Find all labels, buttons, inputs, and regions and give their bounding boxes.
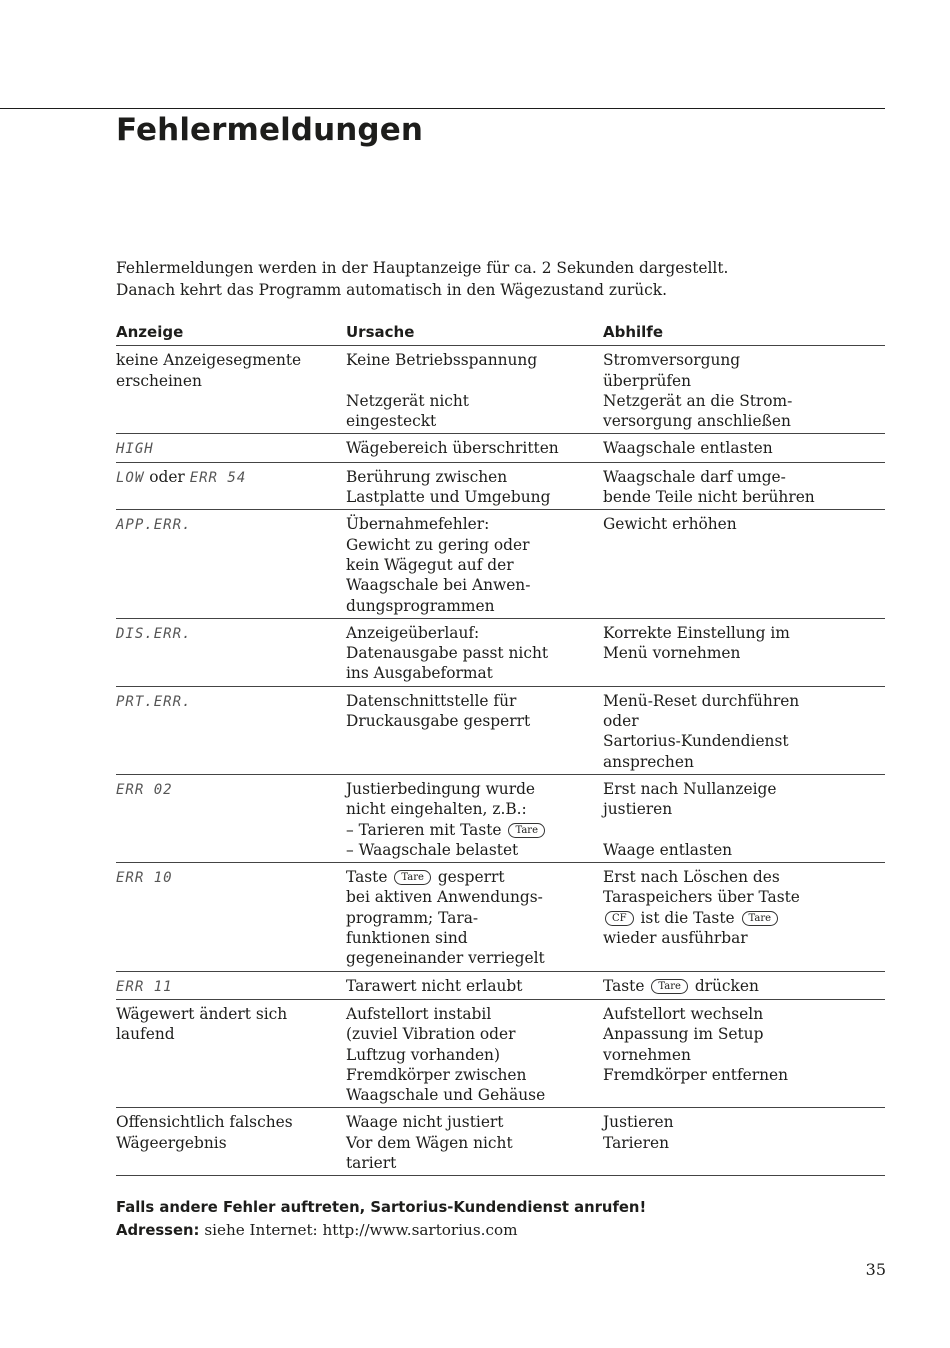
cell-line: Wägeergebnis [116, 1133, 227, 1152]
table-row [116, 686, 885, 774]
cell-line: Aufstellort wechseln [603, 1004, 764, 1023]
abhilfe-cell [603, 1108, 885, 1176]
cell-line: keine Anzeigesegmente [116, 351, 302, 370]
cell-text: Taste [346, 868, 388, 887]
cell-text: oder [149, 467, 185, 486]
cell-line: gegeneinander verriegelt [346, 949, 545, 968]
cell-line: Aufstellort instabil [346, 1004, 492, 1023]
anzeige-cell [116, 346, 346, 434]
footer-address-label: Adressen: [116, 1222, 200, 1239]
ursache-cell [346, 686, 603, 774]
cell-text: – Tarieren mit Taste [346, 820, 502, 839]
cell-line: Übernahmefehler: [346, 515, 490, 534]
segment-display-code: APP.ERR. [116, 517, 192, 534]
cell-text: drücken [694, 976, 759, 995]
cell-line: Waagschale darf umge- [603, 467, 786, 486]
tare-key-icon: Tare [394, 870, 431, 885]
cell-text: ist die Taste [640, 908, 735, 927]
cell-line [603, 976, 885, 996]
top-rule [0, 108, 885, 109]
cell-line: Stromversorgung [603, 351, 741, 370]
table-header-row [116, 320, 885, 346]
footer-address-text: siehe Internet: http://www.sartorius.com [204, 1221, 518, 1239]
table-row [116, 1108, 885, 1176]
cell-line: Waagschale bei Anwen- [346, 576, 531, 595]
abhilfe-cell [603, 774, 885, 862]
error-table [116, 320, 885, 1176]
cell-line: wieder ausführbar [603, 929, 748, 948]
cell-line: Korrekte Einstellung im [603, 623, 790, 642]
cell-line: Netzgerät nicht [346, 391, 469, 410]
cell-text: gesperrt [437, 868, 505, 887]
cell-line: Waagschale entlasten [603, 439, 773, 458]
cell-line: Tarieren [603, 1133, 670, 1152]
cell-line: Gewicht erhöhen [603, 515, 737, 534]
cell-line [603, 908, 885, 928]
segment-display-code: DIS.ERR. [116, 625, 192, 642]
table-row [116, 971, 885, 999]
abhilfe-cell [603, 346, 885, 434]
abhilfe-cell [603, 462, 885, 510]
cell-line: dungsprogrammen [346, 596, 495, 615]
anzeige-cell [116, 686, 346, 774]
abhilfe-cell [603, 999, 885, 1107]
cell-line: Fremdkörper entfernen [603, 1065, 789, 1084]
footer-warning: Falls andere Fehler auftreten, Sartorius-Kundendienst anrufen! [116, 1199, 647, 1216]
cell-line: Lastplatte und Umgebung [346, 488, 551, 507]
table-row [116, 510, 885, 618]
abhilfe-cell [603, 618, 885, 686]
tare-key-icon: Tare [508, 823, 545, 838]
cell-spacer [346, 371, 603, 391]
cell-line: Justierbedingung wurde [346, 779, 536, 798]
cell-line: Fremdkörper zwischen [346, 1065, 527, 1084]
cell-line [346, 820, 603, 840]
table-row [116, 434, 885, 462]
anzeige-cell [116, 863, 346, 971]
cell-line: ins Ausgabeformat [346, 664, 493, 683]
segment-display-code: ERR 11 [116, 978, 173, 995]
intro-text [116, 257, 886, 301]
cell-line: programm; Tara- [346, 908, 479, 927]
ursache-cell [346, 971, 603, 999]
cell-line: Datenausgabe passt nicht [346, 644, 549, 663]
cell-line: Offensichtlich falsches [116, 1113, 293, 1132]
cell-line: Anzeigeüberlauf: [346, 623, 480, 642]
anzeige-cell [116, 618, 346, 686]
cell-line: Anpassung im Setup [603, 1025, 764, 1044]
cell-line: tariert [346, 1153, 397, 1172]
cell-line: eingesteckt [346, 412, 437, 431]
cell-line: Gewicht zu gering oder [346, 535, 530, 554]
cell-spacer [603, 820, 885, 840]
cell-line: vornehmen [603, 1045, 691, 1064]
cell-line: Waage entlasten [603, 840, 733, 859]
cell-line: – Waagschale belastet [346, 840, 519, 859]
cell-line: erscheinen [116, 371, 202, 390]
cell-text: Taste [603, 976, 645, 995]
cell-line: funktionen sind [346, 929, 468, 948]
cell-line: bende Teile nicht berühren [603, 488, 815, 507]
cell-line: justieren [603, 800, 673, 819]
anzeige-cell [116, 462, 346, 510]
ursache-cell [346, 1108, 603, 1176]
ursache-cell [346, 510, 603, 618]
column-header-anzeige: Anzeige [116, 320, 346, 346]
anzeige-cell [116, 1108, 346, 1176]
cell-line: Wägewert ändert sich [116, 1004, 288, 1023]
anzeige-cell [116, 971, 346, 999]
anzeige-cell [116, 510, 346, 618]
abhilfe-cell [603, 434, 885, 462]
ursache-cell [346, 618, 603, 686]
cell-line: Netzgerät an die Strom- [603, 391, 793, 410]
intro-line: Fehlermeldungen werden in der Hauptanzeige für ca. 2 Sekunden dargestellt. [116, 259, 729, 277]
cell-line: bei aktiven Anwendungs- [346, 888, 543, 907]
anzeige-cell [116, 434, 346, 462]
footer-address-line [116, 1219, 886, 1242]
anzeige-cell [116, 774, 346, 862]
cell-line: nicht eingehalten, z.B.: [346, 800, 527, 819]
cell-line: Keine Betriebsspannung [346, 351, 538, 370]
segment-display-code: ERR 10 [116, 870, 173, 887]
cell-line: Vor dem Wägen nicht [346, 1133, 513, 1152]
segment-display-code: LOW [116, 469, 145, 486]
table-row [116, 462, 885, 510]
cell-line: Justieren [603, 1113, 674, 1132]
cell-line: Berührung zwischen [346, 467, 508, 486]
segment-display-code: ERR 02 [116, 781, 173, 798]
segment-display-code: HIGH [116, 441, 154, 458]
cell-line: Taraspeichers über Taste [603, 888, 800, 907]
abhilfe-cell [603, 686, 885, 774]
tare-key-icon: Tare [742, 911, 779, 926]
ursache-cell [346, 462, 603, 510]
cell-line: Waage nicht justiert [346, 1113, 504, 1132]
ursache-cell [346, 434, 603, 462]
abhilfe-cell [603, 863, 885, 971]
page-title: Fehlermeldungen [116, 112, 424, 148]
segment-display-code: ERR 54 [189, 469, 247, 486]
ursache-cell [346, 774, 603, 862]
footer-note [116, 1196, 886, 1242]
column-header-ursache: Ursache [346, 320, 603, 346]
cell-line: kein Wägegut auf der [346, 555, 514, 574]
cell-line: Sartorius-Kundendienst [603, 732, 789, 751]
page-number: 35 [865, 1260, 886, 1279]
cell-line: Tarawert nicht erlaubt [346, 976, 523, 995]
ursache-cell [346, 863, 603, 971]
table-row [116, 618, 885, 686]
ursache-cell [346, 346, 603, 434]
cell-line: versorgung anschließen [603, 412, 791, 431]
anzeige-cell [116, 999, 346, 1107]
cell-line: Erst nach Nullanzeige [603, 779, 777, 798]
segment-display-code: PRT.ERR. [116, 693, 192, 710]
abhilfe-cell [603, 971, 885, 999]
cell-line: Menü vornehmen [603, 644, 741, 663]
cell-line: Druckausgabe gesperrt [346, 712, 531, 731]
cell-line [346, 867, 603, 887]
table-row [116, 999, 885, 1107]
table-row [116, 346, 885, 434]
cell-line: Datenschnittstelle für [346, 691, 517, 710]
ursache-cell [346, 999, 603, 1107]
cell-line: Wägebereich überschritten [346, 439, 559, 458]
cell-line: laufend [116, 1025, 175, 1044]
tare-key-icon: Tare [651, 979, 688, 994]
cell-line: Erst nach Löschen des [603, 868, 780, 887]
cell-line: Luftzug vorhanden) [346, 1045, 500, 1064]
cf-key-icon: CF [605, 911, 634, 926]
abhilfe-cell [603, 510, 885, 618]
cell-line: (zuviel Vibration oder [346, 1025, 516, 1044]
cell-line: oder [603, 712, 639, 731]
cell-line: Menü-Reset durchführen [603, 691, 800, 710]
table-row [116, 863, 885, 971]
cell-line: überprüfen [603, 371, 692, 390]
column-header-abhilfe: Abhilfe [603, 320, 885, 346]
cell-line: ansprechen [603, 752, 694, 771]
intro-line: Danach kehrt das Programm automatisch in den Wägezustand zurück. [116, 281, 667, 299]
table-row [116, 774, 885, 862]
cell-line: Waagschale und Gehäuse [346, 1086, 546, 1105]
